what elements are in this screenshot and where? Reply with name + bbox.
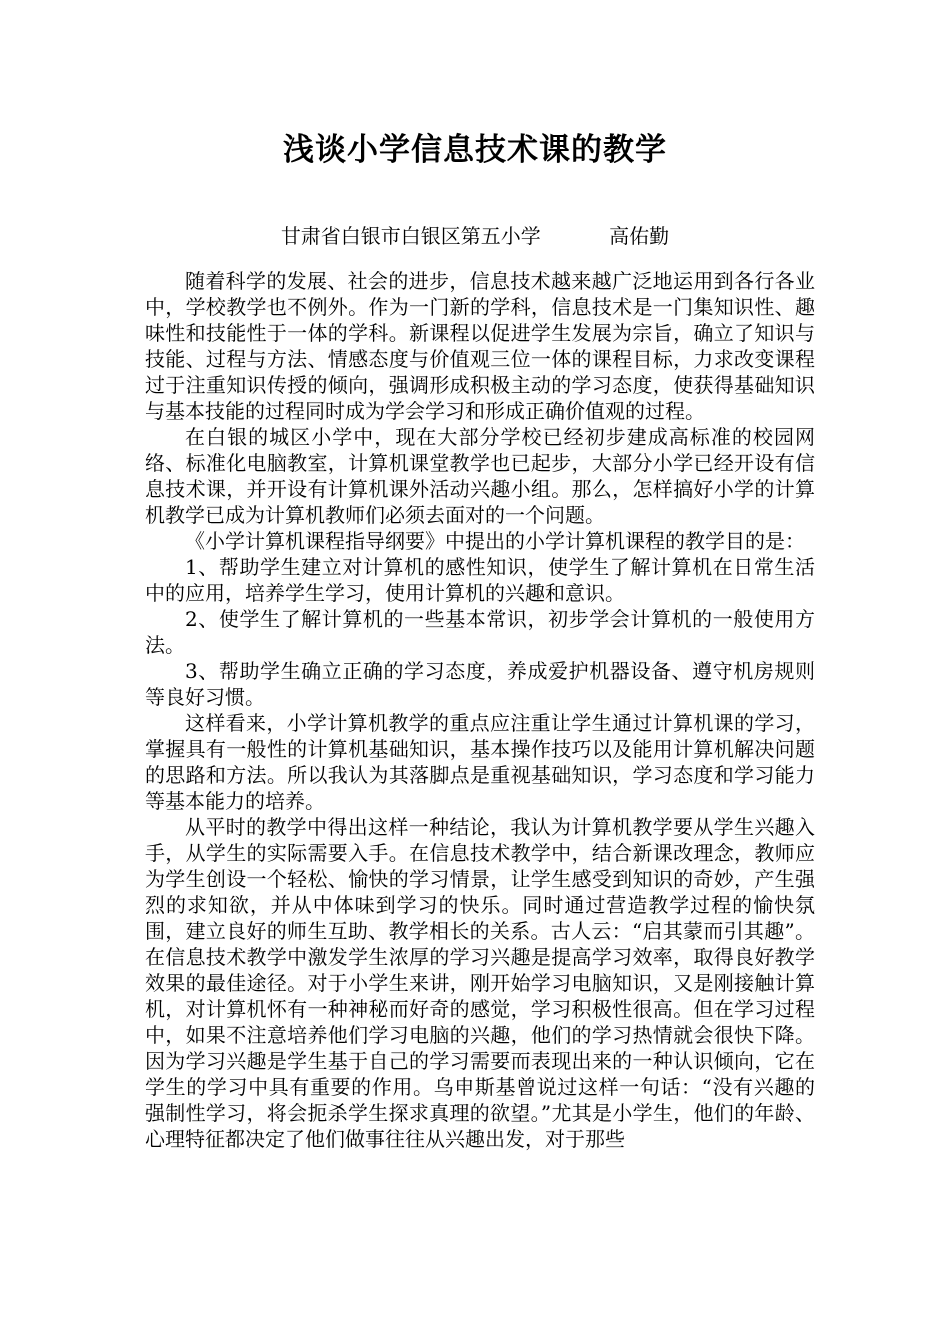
paragraph: 这样看来，小学计算机教学的重点应注重让学生通过计算机课的学习，掌握具有一般性的计算机基础知识，基本操作技巧以及能用计算机解决问题的思路和方法。所以我认为其落脚点是重视基础知识，学习态度和学习能力等基本能力的培养。	[145, 711, 815, 813]
school-name: 甘肃省白银市白银区第五小学	[280, 224, 541, 248]
author-name: 高佑勤	[609, 224, 670, 248]
list-item: 2、使学生了解计算机的一些基本常识，初步学会计算机的一般使用方法。	[145, 607, 815, 657]
paragraph: 在白银的城区小学中，现在大部分学校已经初步建成高标准的校园网络、标准化电脑教室，计算机课堂教学也已起步，大部分小学已经开设有信息技术课，并开设有计算机课外活动兴趣小组。那么，怎样搞好小学的计算机教学已成为计算机教师们必须去面对的一个问题。	[145, 425, 815, 527]
list-item: 3、帮助学生确立正确的学习态度，养成爱护机器设备、遵守机房规则等良好习惯。	[145, 659, 815, 709]
paragraph: 随着科学的发展、社会的进步，信息技术越来越广泛地运用到各行各业中，学校教学也不例外。作为一门新的学科，信息技术是一门集知识性、趣味性和技能性于一体的学科。新课程以促进学生发展为宗旨，确立了知识与技能、过程与方法、情感态度与价值观三位一体的课程目标，力求改变课程过于注重知识传授的倾向，强调形成积极主动的学习态度，使获得基础知识与基本技能的过程同时成为学会学习和形成正确价值观的过程。	[145, 269, 815, 423]
author-line	[0, 222, 950, 250]
document-title: 浅谈小学信息技术课的教学	[283, 132, 667, 168]
document-body	[145, 268, 815, 1152]
paragraph: 《小学计算机课程指导纲要》中提出的小学计算机课程的教学目的是：	[185, 529, 805, 553]
paragraph: 从平时的教学中得出这样一种结论，我认为计算机教学要从学生兴趣入手，从学生的实际需要入手。在信息技术教学中，结合新课改理念，教师应为学生创设一个轻松、愉快的学习情景，让学生感受到知识的奇妙，产生强烈的求知欲，并从中体味到学习的快乐。同时通过营造教学过程的愉快氛围，建立良好的师生互助、教学相长的关系。古人云：“启其蒙而引其趣”。在信息技术教学中激发学生浓厚的学习兴趣是提高学习效率，取得良好教学效果的最佳途径。对于小学生来讲，刚开始学习电脑知识，又是刚接触计算机，对计算机怀有一种神秘而好奇的感觉，学习积极性很高。但在学习过程中，如果不注意培养他们学习电脑的兴趣，他们的学习热情就会很快下降。因为学习兴趣是学生基于自己的学习需要而表现出来的一种认识倾向，它在学生的学习中具有重要的作用。乌申斯基曾说过这样一句话：“没有兴趣的强制性学习，将会扼杀学生探求真理的欲望。”尤其是小学生，他们的年龄、心理特征都决定了他们做事往往从兴趣出发，对于那些	[145, 815, 815, 1151]
list-item: 1、帮助学生建立对计算机的感性知识，使学生了解计算机在日常生活中的应用，培养学生学习，使用计算机的兴趣和意识。	[145, 555, 815, 605]
